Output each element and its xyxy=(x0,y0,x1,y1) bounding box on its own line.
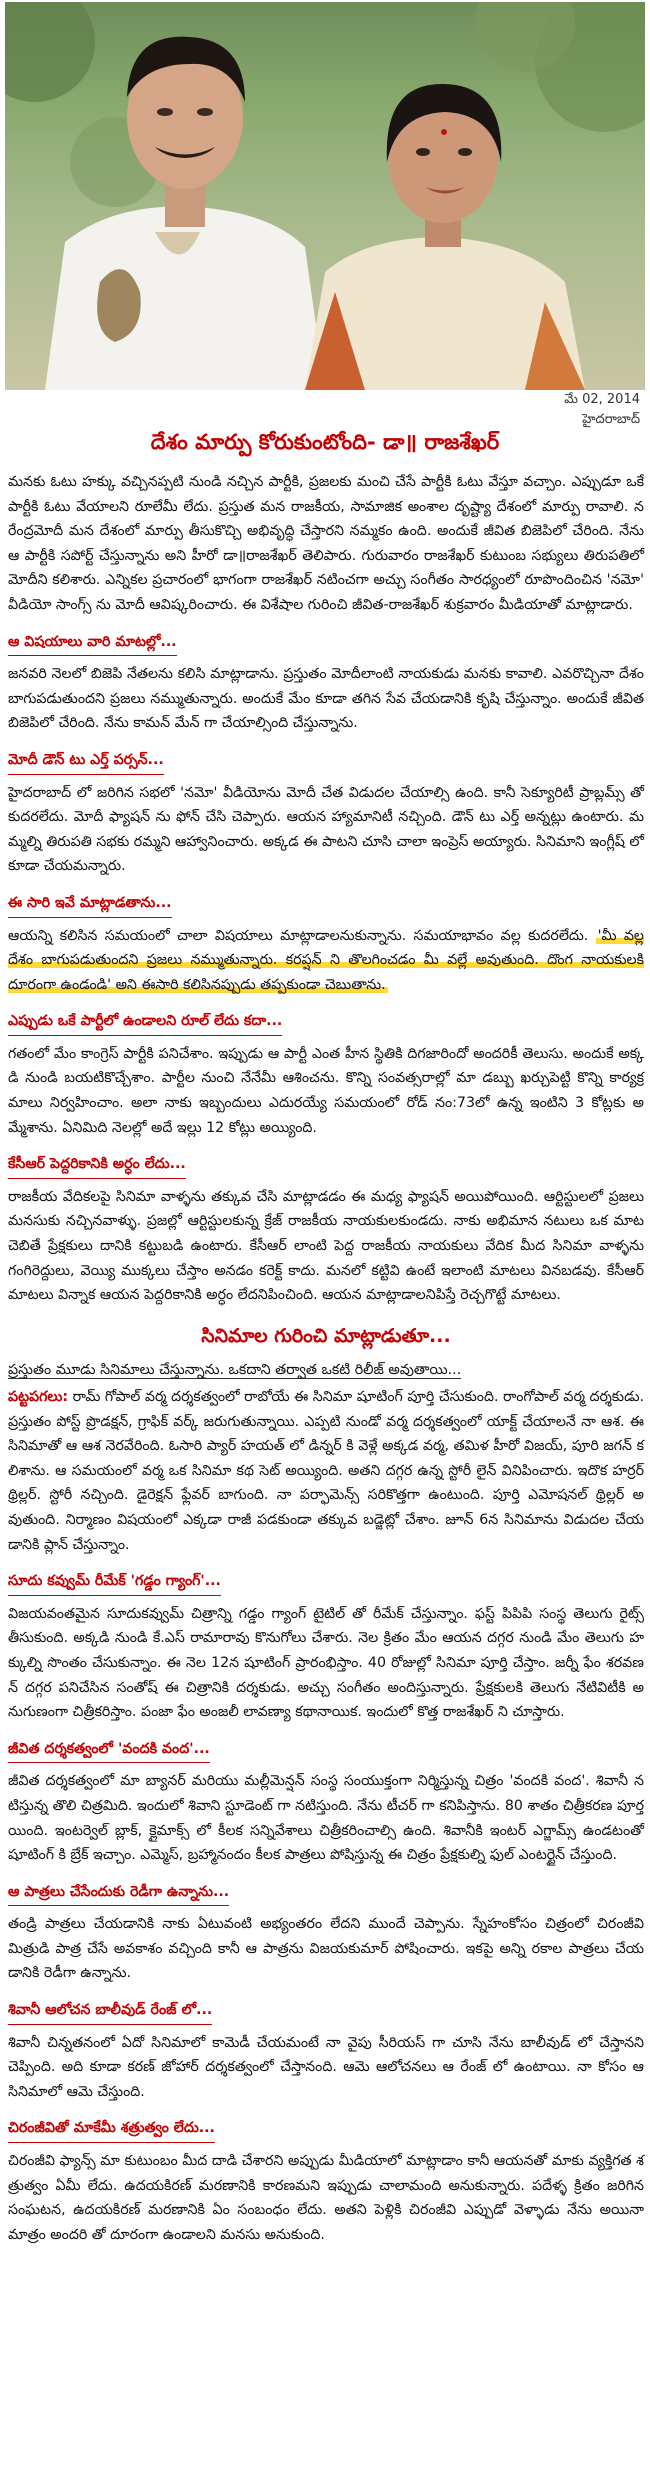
section-3 xyxy=(8,881,644,997)
vandaki-vanda-heading: జీవిత దర్శకత్వంలో 'వందకి వంద'... xyxy=(8,1737,210,1764)
woman-figure xyxy=(305,84,585,390)
section-paragraph xyxy=(8,924,644,998)
pattapagalu-paragraph xyxy=(8,1385,644,1557)
section-4 xyxy=(8,999,644,1140)
cinema-lead xyxy=(8,1358,644,1383)
gaddam-gang-heading: సూదు కవ్వుమ్ రీమేక్ 'గడ్డం గ్యాంగ్'... xyxy=(8,1569,221,1596)
section-2 xyxy=(8,738,644,879)
shivani-heading: శివానీ ఆలోచన బాలీవుడ్ రేంజ్ లో... xyxy=(8,1998,212,2025)
pattapagalu-label: పట్టపగలు: xyxy=(8,1389,69,1405)
section-heading: ఆ విషయాలు వారి మాటల్లో... xyxy=(8,630,177,657)
shivani-paragraph: శివానీ చిన్నతనంలో ఏదో సినిమాలో కామెడీ చేయమంటే నా వైపు సీరియస్ గా చూసి నేను బాలీవుడ్ లో చేస్తానని చెప్పింది. అది కూడా కరణ్ జోహార్ దర్శకత్వంలో చేస్తానంది. ఆమె ఆలోచనలు ఆ రేంజ్ లో ఉంటాయి. నా కోసం ఆ సినిమాలో ఆమె చేస్తుంది. xyxy=(8,2034,644,2100)
chiranjeevi-heading: చిరంజీవితో మాకేమీ శత్రుత్వం లేదు... xyxy=(8,2116,215,2143)
section-5 xyxy=(8,1142,644,1308)
roles-paragraph: తండ్రి పాత్రలు చేయడానికి నాకు ఏటువంటి అభ్యంతరం లేదని ముందే చెప్పాను. స్నేహంకోసం చిత్రంలో చిరంజీవి మిత్రుడి పాత్ర చేసే అవకాశం వచ్చింది కానీ ఆ పాత్రను విజయకుమార్ పోషించారు. ఇకపై అన్ని రకాల పాత్రలు చేయడానికి రెడీగా ఉన్నాను. xyxy=(8,1916,644,1982)
section-paragraph: హైదరాబాద్ లో జరిగిన సభలో 'నమో' వీడియోను మోదీ చేత విడుదల చేయాల్సి ఉంది. కానీ సెక్యూరిటీ ప్రాబ్లమ్స్ తో కుదరలేదు. మోదీ ఫ్యాషన్ ను ఫోన్ చేసి చెప్పారు. ఆయన హ్యామానిటీ నచ్చింది. డౌన్ టు ఎర్త్ అన్నట్లు ఉంటారు. మమ్మల్ని తిరుపతి సభకు రమ్మని ఆహ్వానించారు. అక్కడ ఈ పాటని చూసి చాలా ఇంప్రెస్ అయ్యారు. సినిమాని ఇంగ్లీష్ లో కూడా చేయమన్నారు. xyxy=(8,784,644,875)
pattapagalu-text: రామ్ గోపాల్ వర్మ దర్శకత్వంలో రాబోయే ఈ సినిమా షూటింగ్ పూర్తి చేసుకుంది. రాంగోపాల్ వర్మ దర్శకుడు. ప్రస్తుతం పోస్ట్ ప్రొడక్షన్, గ్రాఫిక్ వర్క్ జరుగుతున్నాయి. ఎప్పటి నుండో వర్మ దర్శకత్వంలో యాక్ట్ చేయాలనే నా ఆశ. ఈ సినిమాతో ఆ ఆశ నెరవేరింది. ఓసారి ప్యార్ హయత్ లో డిన్నర్ కి వెళ్లే అక్కడ వర్మ, తమిళ హీరో విజయ్, పూరి జగన్ కలిశాను. ఆ సమయంలో వర్మ ఒక సినిమా కథ సెట్ అయ్యింది. అతని దగ్గర ఉన్న స్టోరీ లైన్ వినిపించారు. ఇదొక హర్రర్ థ్రిల్లర్. స్టోరీ నచ్చింది. డైరెక్షన్ ఫ్లేవర్ బాగుంది. నా పర్ఫామెన్స్ సరికొత్తగా ఉంటుంది. పూర్తి ఎమోషనల్ థ్రిల్లర్ అవుతుంది. నిర్మాణం విషయంలో ఎక్కడా రాజీ పడకుండా తక్కువ బడ్జెట్లో చేశాం. జూన్ 6న సినిమాను విడుదల చేయడానికి ప్లాన్ చేస్తున్నాం. xyxy=(8,1389,644,1553)
section-heading: ఎప్పుడు ఒకే పార్టీలో ఉండాలని రూల్ లేదు కదా... xyxy=(8,1009,282,1036)
section-heading: కేసీఆర్ పెద్దరికానికి అర్ధం లేదు... xyxy=(8,1152,186,1179)
publish-date: మే 02, 2014 xyxy=(564,392,640,407)
vandaki-vanda-paragraph: జీవిత దర్శకత్వంలో మా బ్యానర్ మరియు మల్లీమెన్షన్ సంస్థ సంయుక్తంగా నిర్మిస్తున్న చిత్రం 'వందకి వంద'. శివానీ నటిస్తున్న తొలి చిత్రమిది. ఇందులో శివాని స్టూడెంట్ గా నటిస్తుంది. నేను టీచర్ గా కనిపిస్తాను. 80 శాతం చిత్రీకరణ పూర్తయింది. ఇంటర్వెల్ బ్లాక్, క్లైమాక్స్ లో కీలక సన్నివేశాలు చిత్రీకరించాల్సి ఉంది. శివానీకి ఇంటర్ ఎగ్జామ్స్ ఉండటంతో షూటింగ్ కి బ్రేక్ ఇచ్చాం. ఎమ్మెస్, బ్రహ్మానందం కీలక పాత్రలు పోషిస్తున్న ఈ చిత్రం ప్రేక్షకుల్ని ఫుల్ ఎంటర్టైన్ చేస్తుంది. xyxy=(8,1773,644,1864)
article-body xyxy=(8,470,644,2249)
section-text: ఆయన్ని కలిసిన సమయంలో చాలా విషయాలు మాట్లాడాలనుకున్నాను. సమయాభావం వల్ల కుదరలేదు. xyxy=(8,927,596,944)
highlighted-quote: 'మీ వల్ల దేశం బాగుపడుతుందని ప్రజలు నమ్ముతున్నారు. కరప్షన్ ని తొలగించడం మీ వల్లే అవుతుంది. దొంగ నాయకులకి దూరంగా ఉండండి' అని ఈసారి కలిసినప్పుడు తప్పకుండా చెబుతాను. xyxy=(8,927,644,993)
dateline-place: హైదరాబాద్ xyxy=(582,412,640,427)
section-paragraph: జనవరి నెలలో బిజెపి నేతలను కలిసి మాట్లాడాను. ప్రస్తుతం మోదీలాంటి నాయకుడు మనకు కావాలి. ఎవరొచ్చినా దేశం బాగుపడుతుందని ప్రజలు నమ్ముతున్నారు. అందుకే మేం కూడా తగిన సేవ చేయడానికి కృషి చేస్తున్నాం. అందుకే జీవిత బిజెపిలో చేరింది. నేను కామన్ మేన్ గా చేయాల్సింది చేస్తున్నాను. xyxy=(8,666,644,732)
intro-paragraph: మనకు ఓటు హక్కు వచ్చినప్పటి నుండి నచ్చిన పార్టీకి, ప్రజలకు మంచి చేసే పార్టీకి ఓటు వేస్తూ వచ్చాం. ఎప్పుడూ ఒకే పార్టీకి ఓటు వేయాలని రూలేమీ లేదు. ప్రస్తుత మన రాజకీయ, సామాజిక అంశాల దృష్ట్యా దేశంలో మార్పు రావాలి. నరేంద్రమోదీ మన దేశంలో మార్పు తీసుకొచ్చి అభివృద్ధి చేస్తారని నమ్మకం ఉంది. అందుకే జీవిత బిజెపిలో చేరింది. నేను ఆ పార్టీకి సపోర్ట్ చేస్తున్నాను అని హీరో డా॥రాజశేఖర్ తెలిపారు. గురువారం రాజశేఖర్ కుటుంబ సభ్యులు తిరుపతిలో మోదీని కలిశారు. ఎన్నికల ప్రచారంలో భాగంగా రాజశేఖర్ నటించగా అచ్చు సంగీతం సారధ్యంలో రూపొందించిన 'నమో' వీడియో సాంగ్స్ ను మోదీ ఆవిష్కరించారు. ఈ విశేషాల గురించి జీవిత-రాజశేఖర్ శుక్రవారం మీడియాతో మాట్లాడారు. xyxy=(8,474,644,613)
header-photo xyxy=(5,2,645,390)
couple-photo xyxy=(5,2,645,390)
cinema-section-title: సినిమాల గురించి మాట్లాడుతూ... xyxy=(201,1324,451,1347)
section-heading: ఈ సారి ఇవే మాట్లాడతాను... xyxy=(8,891,172,918)
roles-heading: ఆ పాత్రలు చేసేందుకు రెడీగా ఉన్నాను... xyxy=(8,1880,229,1907)
section-heading: మోదీ డౌన్ టు ఎర్త్ పర్సన్... xyxy=(8,748,164,775)
man-figure xyxy=(45,37,325,390)
section-paragraph: రాజకీయ వేదికలపై సినిమా వాళ్ళను తక్కువ చేసి మాట్లాడడం ఈ మధ్య ఫ్యాషన్ అయిపోయింది. ఆర్టిస్టులలో ప్రజలు మనసుకు నచ్చినవాళ్ళు. ప్రజల్లో ఆర్టిస్టులకున్న క్రేజ్ రాజకీయ నాయకులకుండదు. నాకు అభిమాన నటులు ఒక మాట చెబితే ప్రేక్షకులు దానికి కట్టుబడి ఉంటారు. కేసీఆర్ లాంటి పెద్ద రాజకీయ నాయకులు వేదిక మీద సినిమా వాళ్ళను గంగిరెద్దులు, వెయ్యి ముక్కలు చేస్తాం అనడం కరెక్ట్ కాదు. మనలో కట్టివి ఉంటే ఇలాంటి మాటలు వినబడవు. కేసీఆర్ మాటలు విన్నాక ఆయన పెద్దరికానికి అర్ధం లేదనిపించింది. ఆయన మాట్లాడాలనిపిస్తే రెచ్చగొట్టే మాటలు. xyxy=(8,1188,644,1304)
section-1 xyxy=(8,620,644,736)
chiranjeevi-paragraph: చిరంజీవి ఫ్యాన్స్ మా కుటుంబం మీద దాడి చేశారని అప్పుడు మీడియాలో మాట్లాడాం కానీ ఆయనతో మాకు వ్యక్తిగత శత్రుత్వం ఏమీ లేదు. ఉదయకిరణ్ మరణానికి కారణమని ఇప్పుడు చాలామంది అనుకున్నారు. పదేళ్ళ క్రితం జరిగిన సంఘటన, ఉదయకిరణ్ మరణానికి ఏం సంబంధం లేదు. అతని పెళ్లికి చిరంజీవి ఎప్పుడో వెళ్ళాడు నేను అయినా మాత్రం అందరి తో దూరంగా ఉండాలని మనసు అనుకుంది. xyxy=(8,2153,644,2243)
article-headline: దేశం మార్పు కోరుకుంటోంది- డా॥ రాజశేఖర్ xyxy=(150,430,500,454)
section-paragraph: గతంలో మేం కాంగ్రెస్ పార్టీకి పనిచేశాం. ఇప్పుడు ఆ పార్టీ ఎంత హీన స్థితికి దిగజారిందో అందరికీ తెలుసు. అందుకే అక్కడి నుండి బయటికొచ్చేశాం. పార్టీల నుంచి నేనేమీ ఆశించను. కొన్ని సంవత్సరాల్లో మా డబ్బు ఖర్చుపెట్టి కొన్ని కార్యక్రమాలు నిర్వహించాం. అలా నాకు ఇబ్బందులు ఎదురయ్యే సమయంలో రోడ్ నం:73లో ఉన్న ఇంటిని 3 కోట్లకు అమ్మేశాను. ఏనిమిది నెలల్లో అదే ఇల్లు 12 కోట్లు అయ్యింది. xyxy=(8,1045,644,1136)
cinema-lead-text: ప్రస్తుతం మూడు సినిమాలు చేస్తున్నాను. ఒకదాని తర్వాత ఒకటి రిలీజ్ అవుతాయి... xyxy=(8,1362,462,1379)
gaddam-gang-paragraph: విజయవంతమైన సూదుకవ్వుమ్ చిత్రాన్ని గడ్డం గ్యాంగ్ టైటిల్ తో రీమేక్ చేస్తున్నాం. ఫస్ట్ పిపిపి సంస్థ తెలుగు రైట్స్ తీసుకుంది. అక్కడి నుండి కే.ఎస్ రామారావు కొనుగోలు చేశారు. నెల క్రితం మేం ఆయన దగ్గర నుండి మేం తెలుగు హక్కుల్ని సొంతం చేసుకున్నాం. ఈ నెల 12న షూటింగ్ ప్రారంభిస్తాం. 40 రోజుల్లో సినిమా పూర్తి చేస్తాం. జర్నీ ఫేం శరవణన్ దగ్గర పనిచేసిన సంతోష్ ఈ చిత్రానికి దర్శకుడు. అచ్చు సంగీతం అందిస్తున్నారు. ప్రేక్షకులకి తెలుగు నేటివిటీకి అనుగుణంగా చిత్రీకరిస్తాం. పంజా ఫేం అంజలీ లావణ్యా కథానాయిక. ఇందులో కొత్త రాజశేఖర్ ని చూస్తారు. xyxy=(8,1605,644,1721)
